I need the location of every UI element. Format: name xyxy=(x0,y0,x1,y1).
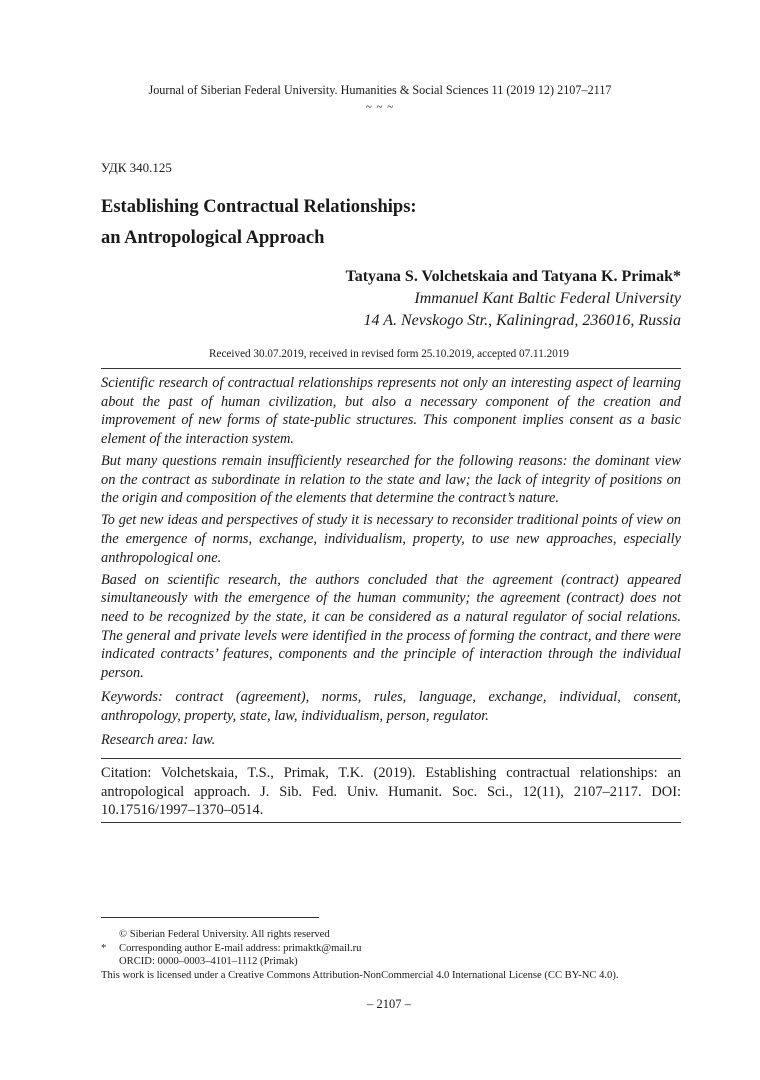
abstract-paragraph: Scientific research of contractual relationships represents not only an interesting aspect of learning about the past of human civilization, but also a necessary component of the creation and improvement of new forms of state-public structures. This component implies consent as a basic element of the interaction system. xyxy=(101,375,681,447)
udk-code: УДК 340.125 xyxy=(101,160,172,175)
author-names: Tatyana S. Volchetskaia and Tatyana K. Primak* xyxy=(345,268,681,285)
citation-bottom-divider xyxy=(101,822,681,823)
orcid-note xyxy=(101,955,701,969)
footnotes xyxy=(101,928,701,982)
copyright-text: © Siberian Federal University. All rights reserved xyxy=(119,929,330,940)
footnote-asterisk: * xyxy=(101,942,107,954)
citation-top-divider xyxy=(101,758,681,759)
corresponding-author-email: Corresponding author E-mail address: primaktk@mail.ru xyxy=(119,942,362,954)
abstract xyxy=(101,374,681,754)
page-number: – 2107 – xyxy=(367,997,411,1011)
corresponding-author-note xyxy=(101,942,701,956)
header-ornament: ~ ~ ~ xyxy=(365,101,395,113)
orcid-text: ORCID: 0000–0003–4101–1112 (Primak) xyxy=(119,956,298,967)
research-area: Research area: law. xyxy=(101,732,216,749)
abstract-paragraph: But many questions remain insufficiently researched for the following reasons: the dominant view on the contract as subordinate in relation to the state and law; the lack of integrity of positions on the origin and composition of the elements that determine the contract’s nature. xyxy=(101,452,681,507)
citation: Citation: Volchetskaia, T.S., Primak, T.K. (2019). Establishing contractual relationships: an antropological approach. J. Sib. Fed. Univ. Humanit. Soc. Sci., 12(11), 2107–2117. DOI: 10.17516/1997–1370–0514. xyxy=(101,765,681,819)
license-text: This work is licensed under a Creative Commons Attribution-NonCommercial 4.0 International License (CC BY-NC 4.0). xyxy=(101,969,619,981)
copyright-note xyxy=(101,928,701,942)
author-block xyxy=(161,266,681,332)
footnote-divider xyxy=(101,917,319,918)
license-note xyxy=(101,969,701,983)
received-dates: Received 30.07.2019, received in revised form 25.10.2019, accepted 07.11.2019 xyxy=(209,348,569,360)
abstract-paragraph: To get new ideas and perspectives of study it is necessary to reconsider traditional points of view on the emergence of norms, exchange, individualism, property, to use new approaches, especially anthropological one. xyxy=(101,512,681,566)
article-title-line-1: Establishing Contractual Relationships: xyxy=(101,197,417,217)
journal-header: Journal of Siberian Federal University. Humanities & Social Sciences 11 (2019 12) 2107–2117 xyxy=(148,83,612,97)
abstract-top-divider xyxy=(101,368,681,369)
article-title-line-2: an Antropological Approach xyxy=(101,228,325,248)
keywords: Keywords: contract (agreement), norms, rules, language, exchange, individual, consent, anthropology, property, state, law, individualism, person, regulator. xyxy=(101,689,681,724)
abstract-paragraph: Based on scientific research, the authors concluded that the agreement (contract) appeared simultaneously with the emergence of the human community; the agreement (contract) does not need to be recognized by the state, it can be considered as a natural regulator of social relations. The general and private levels were identified in the process of forming the contract, and there were indicated contracts’ features, components and the principle of interaction through the individual person. xyxy=(101,571,681,681)
author-affiliation: Immanuel Kant Baltic Federal University xyxy=(414,290,681,307)
article-title xyxy=(101,192,681,254)
author-address: 14 A. Nevskogo Str., Kaliningrad, 236016, Russia xyxy=(363,312,681,329)
